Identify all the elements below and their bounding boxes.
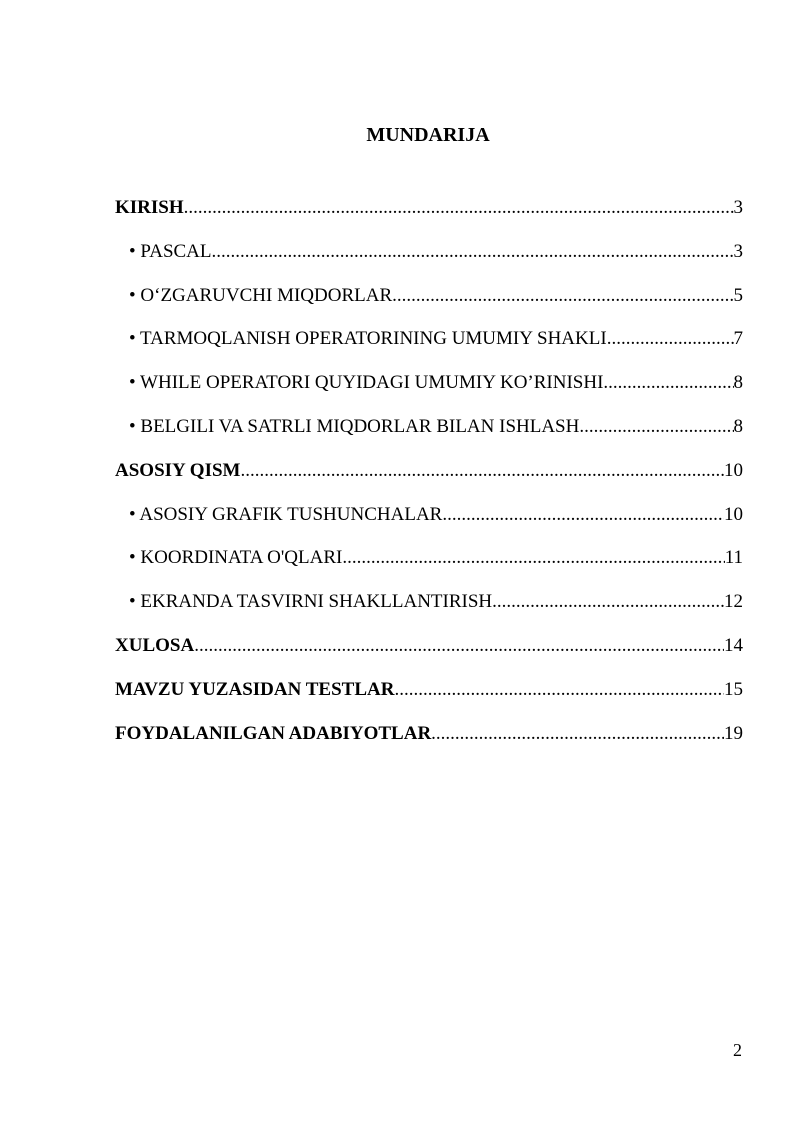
toc-entry-page: 12: [724, 591, 743, 613]
toc-entry-page: 5: [733, 284, 743, 306]
toc-entry-page: 15: [724, 678, 743, 700]
dot-leader: [342, 545, 724, 571]
toc-entry-page: 10: [724, 459, 743, 481]
dot-leader: [579, 414, 733, 440]
dot-leader: [194, 633, 724, 659]
toc-entry-pascal[interactable]: [115, 239, 743, 283]
toc-entry-label: MAVZU YUZASIDAN TESTLAR: [115, 678, 395, 700]
page-title: MUNDARIJA: [366, 124, 490, 146]
page-number: 2: [733, 1040, 742, 1060]
toc-entry-label: FOYDALANILGAN ADABIYOTLAR: [115, 722, 432, 744]
toc-entry-page: 11: [724, 547, 743, 569]
toc-entry-label: • EKRANDA TASVIRNI SHAKLLANTIRISH: [129, 591, 493, 613]
dot-leader: [603, 370, 733, 396]
dot-leader: [492, 589, 724, 615]
toc-entry-page: 3: [733, 240, 743, 262]
toc-entry-ekranda-tasvirni[interactable]: [115, 589, 743, 633]
toc-entry-label: • WHILE OPERATORI QUYIDAGI UMUMIY KO’RINISHI: [129, 372, 604, 394]
toc-entry-while-operatori[interactable]: [115, 370, 743, 414]
dot-leader: [392, 283, 733, 309]
toc-entry-xulosa[interactable]: [115, 633, 743, 677]
toc-entry-label: KIRISH: [115, 197, 184, 218]
toc-entry-page: 10: [724, 503, 743, 525]
dot-leader: [607, 326, 734, 352]
dot-leader: [184, 195, 734, 221]
toc-entry-kirish[interactable]: [115, 195, 743, 239]
toc-entry-belgili-va-satrli[interactable]: [115, 414, 743, 458]
toc-entry-mavzu-testlar[interactable]: [115, 677, 743, 721]
toc-entry-page: 3: [733, 197, 743, 218]
toc-entry-koordinata-oqlari[interactable]: [115, 545, 743, 589]
toc-entry-label: XULOSA: [115, 634, 195, 656]
dot-leader: [394, 677, 724, 703]
toc-entry-asosiy-qism[interactable]: [115, 458, 743, 502]
toc-entry-page: 8: [733, 372, 743, 394]
toc-entry-tarmoqlanish-operatori[interactable]: [115, 326, 743, 370]
toc-entry-page: 8: [733, 415, 743, 437]
dot-leader: [431, 721, 724, 747]
dot-leader: [442, 502, 724, 528]
toc-entry-page: 19: [724, 722, 743, 744]
toc-entry-label: • O‘ZGARUVCHI MIQDORLAR: [129, 284, 393, 306]
toc-entry-label: ASOSIY QISM: [115, 459, 241, 481]
dot-leader: [240, 458, 724, 484]
dot-leader: [212, 239, 734, 265]
toc-entry-asosiy-grafik[interactable]: [115, 502, 743, 546]
toc-entry-label: • KOORDINATA O'QLARI: [129, 547, 343, 569]
toc-entry-label: • PASCAL: [129, 240, 212, 262]
toc-entry-label: • TARMOQLANISH OPERATORINING UMUMIY SHAKLI: [129, 328, 607, 350]
toc-entry-page: 7: [733, 328, 743, 350]
toc-entry-label: • ASOSIY GRAFIK TUSHUNCHALAR: [129, 503, 443, 525]
toc-entry-page: 14: [724, 634, 743, 656]
toc-entry-foydalanilgan-adabiyotlar[interactable]: [115, 721, 743, 765]
table-of-contents: [115, 195, 743, 764]
toc-entry-label: • BELGILI VA SATRLI MIQDORLAR BILAN ISHLASH: [129, 415, 580, 437]
toc-entry-ozgaruvchi-miqdorlar[interactable]: [115, 283, 743, 327]
